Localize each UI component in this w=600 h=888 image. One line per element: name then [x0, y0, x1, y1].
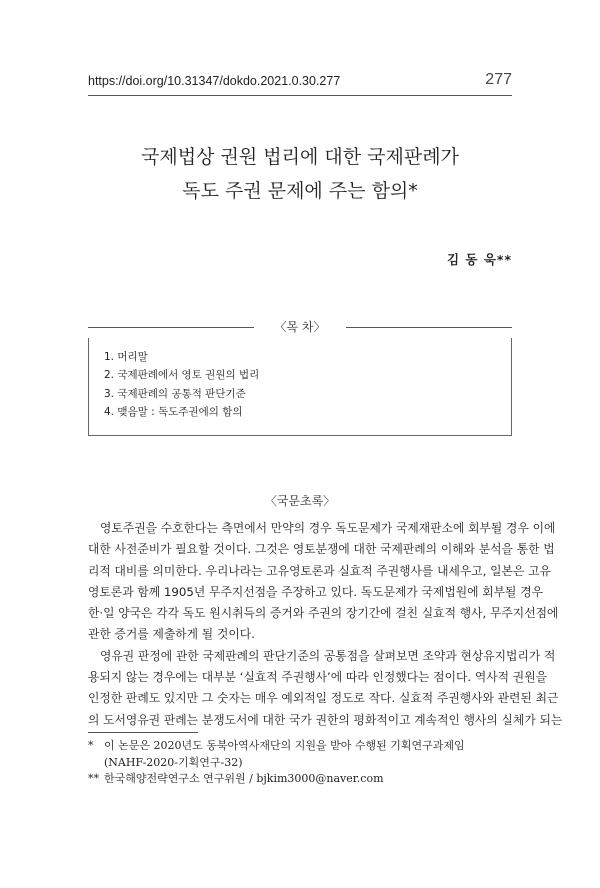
footnote-1-cont: (NAHF-2020-기획연구-32) [104, 755, 243, 769]
toc-item[interactable]: 2. 국제판례에서 영토 권원의 법리 [104, 369, 260, 382]
abstract-line: 대한 사전준비가 필요할 것이다. 그것은 영토분쟁에 대한 국제판례의 이해와 분석을 통한 법 [88, 542, 555, 557]
abstract-line: 리적 대비를 의미한다. 우리나라는 고유영토론과 실효적 주권행사를 내세우고, 일본은 고유 [88, 563, 551, 578]
page-number: 277 [485, 71, 512, 88]
title-line-1: 국제법상 권원 법리에 대한 국제판례가 [141, 146, 459, 168]
abstract-line: 한·일 양국은 각각 독도 원시취득의 증거와 주권의 장기간에 걸친 실효적 행사, 무주지선점에 [88, 606, 559, 621]
footnotes [88, 738, 512, 788]
toc-rule-right [346, 327, 512, 328]
footnote-text: 한국해양전략연구소 연구위원 / bjkim3000@naver.com [104, 772, 384, 785]
toc-list [104, 348, 259, 421]
footnote-2 [88, 771, 512, 788]
header-divider [88, 95, 512, 96]
footnote-divider [88, 732, 198, 733]
toc-item[interactable]: 1. 머리말 [104, 351, 148, 363]
abstract-line: 영유권 판정에 관한 국제판례의 판단기준의 공통점을 살펴보면 조약과 현상유지법리가 적 [100, 648, 556, 663]
abstract-line: 영토론과 함께 1905년 무주지선점을 주장하고 있다. 독도문제가 국제법원에 회부될 경우 [88, 584, 543, 599]
abstract-line: 영토주권을 수호한다는 측면에서 만약의 경우 독도문제가 국제재판소에 회부될 경우 이에 [100, 521, 556, 535]
footnote-text: 이 논문은 2020년도 동북아역사재단의 지원을 받아 수행된 기획연구과제임 [104, 739, 465, 752]
running-header [88, 71, 512, 94]
toc-heading [88, 318, 512, 338]
toc-title: 〈목 차〉 [274, 320, 326, 334]
toc-item[interactable]: 3. 국제판례의 공통적 판단기준 [104, 387, 246, 400]
abstract-line: 의 도서영유권 판례는 분쟁도서에 대한 국가 권한의 평화적이고 계속적인 행사의 실체가 되는 [88, 712, 563, 727]
abstract-body [88, 518, 563, 731]
doi-link[interactable]: https://doi.org/10.31347/dokdo.2021.0.30.277 [88, 74, 341, 88]
abstract-line: 관한 증거를 제출하게 될 것이다. [88, 627, 255, 642]
abstract-line: 인정한 판례도 있지만 그 숫자는 매우 예외적일 정도로 작다. 실효적 주권행사와 관련된 최근 [88, 691, 559, 706]
footnote-1 [88, 738, 512, 755]
paper-title [60, 140, 540, 208]
footnote-mark: ** [88, 772, 99, 785]
abstract-line: 용되지 않는 경우에는 대부분 ‘실효적 주권행사’에 따라 인정했다는 점이다. 역사적 권원을 [88, 670, 547, 685]
title-line-2: 독도 주권 문제에 주는 함의* [182, 180, 418, 202]
footnote-mark: * [88, 739, 94, 752]
abstract-title: 〈국문초록〉 [264, 494, 336, 508]
toc-item[interactable]: 4. 맺음말 : 독도주권에의 함의 [104, 405, 243, 418]
author-name: 김 동 욱** [446, 252, 512, 267]
